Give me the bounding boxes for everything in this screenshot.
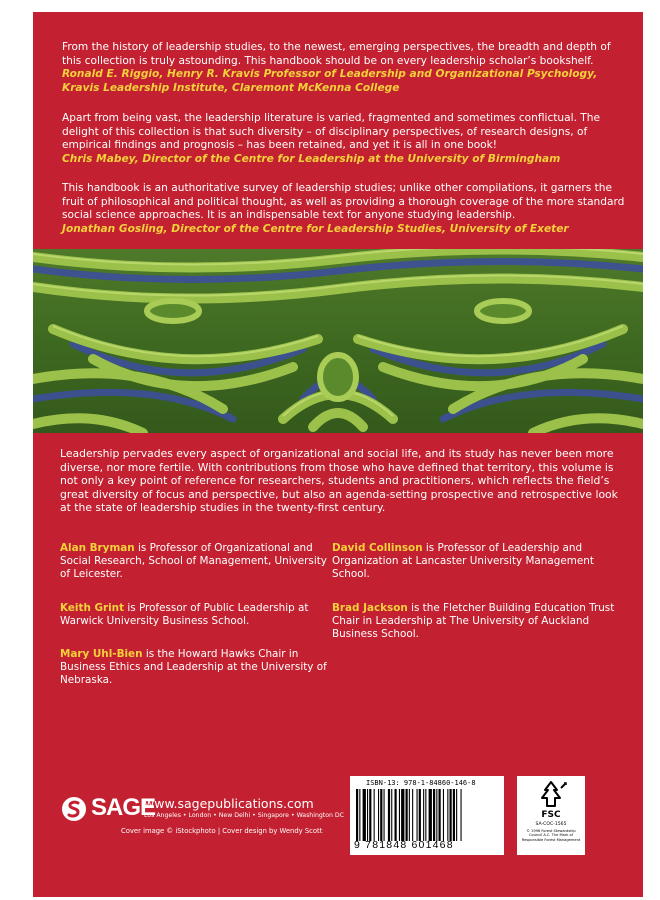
praise-text: Apart from being vast, the leadership literature is varied, fragmented and sometimes conflictual. The delight of this collection is that such diversity – of disciplinary perspectives, of research designs, of empirical findings and prognosis – has been retained, and yet it is all in one book!: [62, 112, 601, 151]
fsc-code: SA-COC-1565: [535, 822, 567, 827]
cover-credit: Cover image © iStockphoto | Cover design by Wendy Scott: [121, 827, 323, 835]
fsc-tree-icon: [535, 780, 567, 810]
editor-description: is the Fletcher Building Education Trust Chair in Leadership at The University of Auckland Business School.: [332, 602, 615, 641]
barcode-icon: [356, 789, 498, 841]
sage-logo: [61, 794, 156, 824]
editor-name: Mary Uhl-Bien: [60, 648, 143, 660]
praise-quote-gosling: [62, 182, 627, 236]
editor-name: Keith Grint: [60, 602, 125, 614]
isbn-barcode-box: [350, 776, 504, 855]
isbn-digits: 9 781848 601468: [354, 839, 454, 851]
editor-description: is Professor of Public Leadership at Warwick University Business School.: [60, 602, 309, 628]
praise-quote-mabey: [62, 112, 627, 166]
editor-name: Alan Bryman: [60, 542, 135, 554]
editor-name: David Collinson: [332, 542, 423, 554]
praise-text: This handbook is an authoritative survey of leadership studies; unlike other compilations, it garners the fruit of philosophical and political thought, as well as providing a thorough coverage of the more standard social science approaches. It is an indispensable text for anyone studying leadership.: [62, 182, 625, 221]
back-cover: [33, 12, 643, 897]
book-blurb: Leadership pervades every aspect of organizational and social life, and its study has never been more diverse, nor more fertile. With contributions from those who have defined that territory, this volume is not only a key point of reference for researchers, students and practitioners, which reflects the field’s great diversity of focus and perspective, but also an agenda-setting prospective and retrospective look at the state of leadership studies in the twenty-first century.: [60, 447, 618, 515]
fsc-small-print: © 1996 Forest Stewardship Council A.C. The Mark of Responsible Forest Management: [521, 829, 581, 842]
sage-logo-text: SAGE: [91, 794, 156, 821]
editor-bio-grint: [60, 602, 330, 628]
fsc-certification: [517, 776, 585, 855]
editor-bio-bryman: [60, 542, 330, 582]
editor-description: is the Howard Hawks Chair in Business Ethics and Leadership at the University of Nebraska.: [60, 648, 327, 687]
publisher-website: www.sagepublications.com: [144, 796, 314, 811]
sage-logo-icon: [61, 796, 87, 822]
editor-description: is Professor of Leadership and Organization at Lancaster University Management School.: [332, 542, 594, 581]
isbn-label: ISBN-13: 978-1-84860-146-8: [366, 779, 476, 787]
publisher-cities: Los Angeles • London • New Delhi • Singapore • Washington DC: [144, 812, 344, 819]
praise-attribution: Jonathan Gosling, Director of the Centre for Leadership Studies, University of Exeter: [62, 222, 569, 235]
praise-attribution: Ronald E. Riggio, Henry R. Kravis Professor of Leadership and Organizational Psychology, Kravis Leadership Institute, Claremont McKenna College: [62, 68, 598, 94]
editor-description: is Professor of Organizational and Social Research, School of Management, University of Leicester.: [60, 542, 327, 581]
editor-bio-jackson: [332, 602, 622, 642]
editor-bio-uhlbien: [60, 648, 330, 688]
praise-attribution: Chris Mabey, Director of the Centre for Leadership at the University of Birmingham: [62, 152, 561, 165]
hedge-maze-photo: [33, 249, 643, 433]
praise-text: From the history of leadership studies, to the newest, emerging perspectives, the breadth and depth of this collection is truly astounding. This handbook should be on every leadership scholar’s bookshelf.: [62, 41, 611, 67]
fsc-label: FSC: [541, 810, 561, 820]
editor-bio-collinson: [332, 542, 622, 582]
editor-name: Brad Jackson: [332, 602, 408, 614]
praise-quote-riggio: [62, 41, 627, 95]
